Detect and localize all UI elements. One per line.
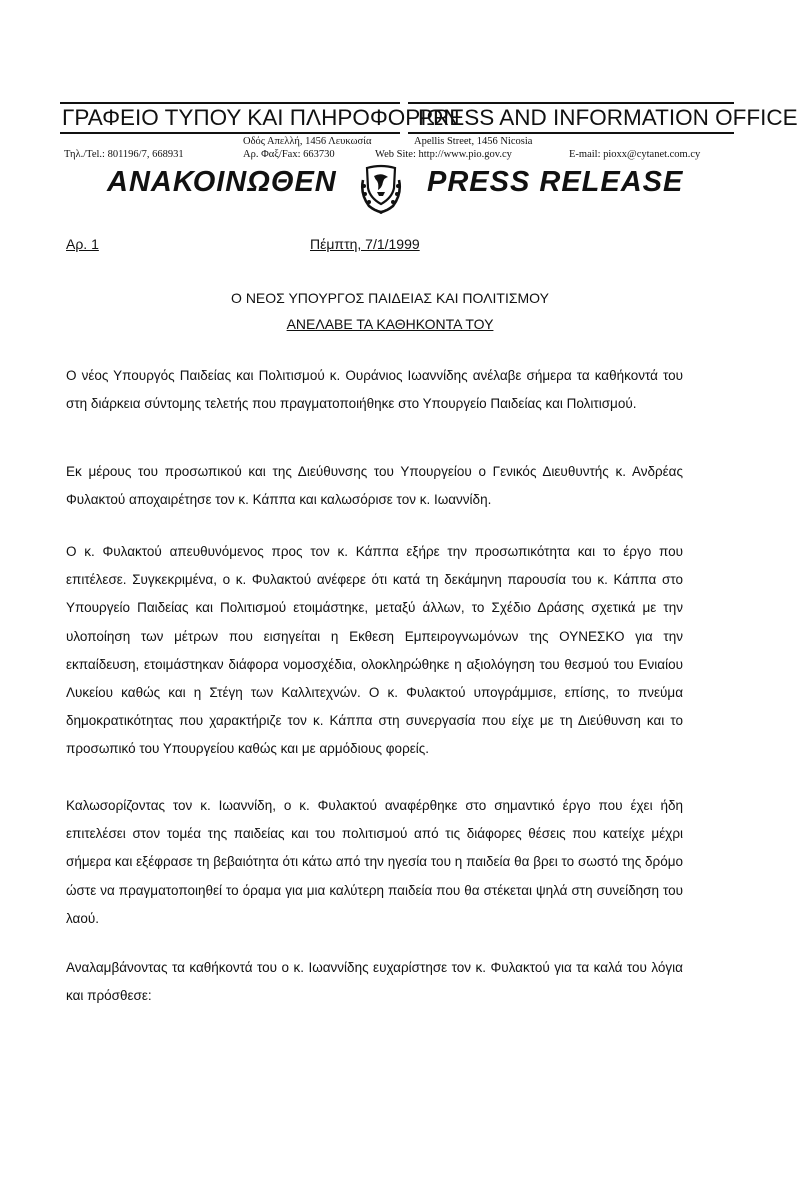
body-paragraph-1: Ο νέος Υπουργός Παιδείας και Πολιτισμού κ. Ουράνιος Ιωαννίδης ανέλαβε σήμερα τα καθήκοντά του στη διάρκεια σύντομης τελετής που πραγματοποιήθηκε στο Υπουργείο Παιδείας και Πολιτισμού.: [66, 368, 683, 412]
headline-line-2: ΑΝΕΛΑΒΕ ΤΑ ΚΑΘΗΚΟΝΤΑ ΤΟΥ: [286, 316, 494, 332]
header-top-rule-left: [60, 102, 400, 104]
telephone: Τηλ./Tel.: 801196/7, 668931: [64, 149, 184, 160]
office-title-greek: ΓΡΑΦΕΙΟ ΤΥΠΟΥ ΚΑΙ ΠΛΗΡΟΦΟΡΙΩΝ: [62, 105, 460, 130]
body-paragraph-2: Εκ μέρους του προσωπικού και της Διεύθυνσης του Υπουργείου ο Γενικός Διευθυντής κ. Ανδρέας Φυλακτού αποχαιρέτησε τον κ. Κάππα και καλωσόρισε τον κ. Ιωαννίδη.: [66, 464, 683, 508]
header-bottom-rule-right: [408, 132, 734, 134]
body-paragraph-4: Καλωσορίζοντας τον κ. Ιωαννίδη, ο κ. Φυλακτού αναφέρθηκε στο σημαντικό έργο που έχει ήδη επιτελέσει στον τομέα της παιδείας και του πολιτισμού από τις διάφορες θέσεις που κατείχε μέχρι σήμερα και εξέφρασε τη βεβαιότητα ότι κάτω από την ηγεσία του η παιδεία θα βρει το σωστό της δρόμο ώστε να πραγματοποιηθεί το όραμα για μια καλύτερη παιδεία που θα στέκεται ψηλά στη συνείδηση του λαού.: [66, 798, 683, 926]
headline-line-1: Ο ΝΕΟΣ ΥΠΟΥΡΓΟΣ ΠΑΙΔΕΙΑΣ ΚΑΙ ΠΟΛΙΤΙΣΜΟΥ: [231, 290, 549, 306]
address-english: Apellis Street, 1456 Nicosia: [414, 136, 533, 147]
release-date: Πέμπτη, 7/1/1999: [310, 236, 420, 252]
header-top-rule-right: [408, 102, 734, 104]
release-number: Αρ. 1: [66, 236, 99, 252]
address-greek: Οδός Απελλή, 1456 Λευκωσία: [243, 136, 372, 147]
office-title-english: PRESS AND INFORMATION OFFICE: [418, 105, 798, 130]
body-paragraph-5: Αναλαμβάνοντας τα καθήκοντά του ο κ. Ιωαννίδης ευχαρίστησε τον κ. Φυλακτού για τα καλά του λόγια και πρόσθεσε:: [66, 960, 683, 1004]
release-title-english: PRESS RELEASE: [427, 166, 684, 198]
cyprus-coat-of-arms-icon: [357, 162, 405, 214]
website: Web Site: http://www.pio.gov.cy: [375, 149, 512, 160]
fax: Αρ. Φαξ/Fax: 663730: [243, 149, 335, 160]
body-paragraph-3: Ο κ. Φυλακτού απευθυνόμενος προς τον κ. Κάππα εξήρε την προσωπικότητα και το έργο που επιτέλεσε. Συγκεκριμένα, ο κ. Φυλακτού ανέφερε ότι κατά τη δεκάμηνη παρουσία του κ. Κάππα στο Υπουργείο Παιδείας και Πολιτισμού ετοιμάστηκε, μεταξύ άλλων, το Σχέδιο Δράσης σχετικά με την υλοποίηση των μέτρων που εισηγείται η Εκθεση Εμπειρογνωμόνων της ΟΥΝΕΣΚΟ για την εκπαίδευση, ετοιμάστηκαν διάφορα νομοσχέδια, ολοκληρώθηκε η αξιολόγηση του θεσμού του Ενιαίου Λυκείου καθώς και η Στέγη των Καλλιτεχνών. Ο κ. Φυλακτού υπογράμμισε, επίσης, το πνεύμα δημοκρατικότητας που χαρακτήριζε τον κ. Κάππα στη συνεργασία που είχε με τη Διεύθυνση και το προσωπικό του Υπουργείου καθώς και με αρμόδιους φορείς.: [66, 544, 683, 757]
release-title-greek: ΑΝΑΚΟΙΝΩΘΕΝ: [107, 166, 337, 198]
email: E-mail: pioxx@cytanet.com.cy: [569, 149, 701, 160]
header-bottom-rule-left: [60, 132, 400, 134]
